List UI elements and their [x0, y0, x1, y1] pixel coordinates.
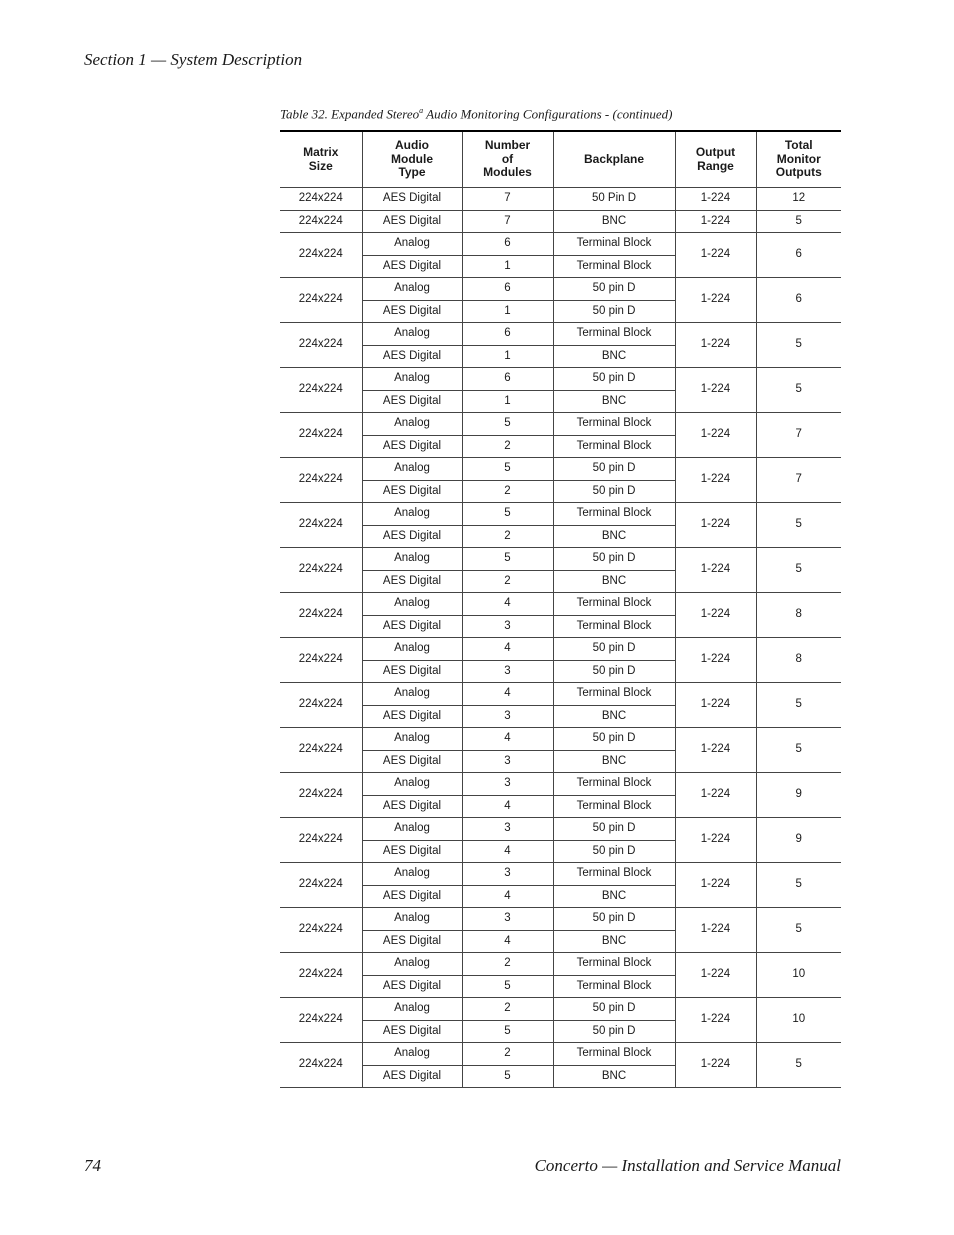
matrix-size-cell: 224x224 — [280, 323, 362, 368]
page-number: 74 — [84, 1156, 101, 1175]
module-count-cell: 4 — [462, 593, 553, 616]
module-count-cell: 6 — [462, 368, 553, 391]
total-outputs-cell: 10 — [756, 953, 841, 998]
backplane-cell: Terminal Block — [553, 233, 675, 256]
module-count-cell: 3 — [462, 750, 553, 773]
backplane-cell: Terminal Block — [553, 615, 675, 638]
output-range-cell: 1-224 — [675, 210, 756, 233]
backplane-cell: 50 pin D — [553, 998, 675, 1021]
total-outputs-cell: 5 — [756, 548, 841, 593]
module-count-cell: 1 — [462, 300, 553, 323]
module-count-cell: 5 — [462, 413, 553, 436]
module-count-cell: 2 — [462, 998, 553, 1021]
table-row — [280, 773, 841, 796]
section-header: Section 1 — System Description — [84, 50, 303, 69]
header-output-range: Output Range — [675, 131, 756, 188]
backplane-cell: Terminal Block — [553, 863, 675, 886]
module-type-cell: Analog — [362, 863, 462, 886]
module-type-cell: AES Digital — [362, 930, 462, 953]
module-type-cell: Analog — [362, 368, 462, 391]
matrix-size-cell: 224x224 — [280, 638, 362, 683]
module-count-cell: 4 — [462, 638, 553, 661]
module-count-cell: 1 — [462, 345, 553, 368]
table-row — [280, 1043, 841, 1066]
output-range-cell: 1-224 — [675, 728, 756, 773]
module-count-cell: 7 — [462, 188, 553, 211]
module-type-cell: AES Digital — [362, 210, 462, 233]
matrix-size-cell: 224x224 — [280, 278, 362, 323]
total-outputs-cell: 5 — [756, 728, 841, 773]
backplane-cell: 50 pin D — [553, 638, 675, 661]
module-type-cell: Analog — [362, 233, 462, 256]
matrix-size-cell: 224x224 — [280, 503, 362, 548]
module-type-cell: Analog — [362, 1043, 462, 1066]
backplane-cell: Terminal Block — [553, 593, 675, 616]
total-outputs-cell: 7 — [756, 458, 841, 503]
matrix-size-cell: 224x224 — [280, 908, 362, 953]
total-outputs-cell: 8 — [756, 638, 841, 683]
module-count-cell: 1 — [462, 390, 553, 413]
module-type-cell: AES Digital — [362, 255, 462, 278]
module-count-cell: 4 — [462, 885, 553, 908]
module-type-cell: AES Digital — [362, 705, 462, 728]
backplane-cell: 50 pin D — [553, 300, 675, 323]
module-count-cell: 4 — [462, 728, 553, 751]
backplane-cell: Terminal Block — [553, 413, 675, 436]
module-count-cell: 3 — [462, 773, 553, 796]
footer-manual-title: Concerto — Installation and Service Manual — [534, 1156, 841, 1175]
matrix-size-cell: 224x224 — [280, 548, 362, 593]
module-count-cell: 4 — [462, 683, 553, 706]
table-body — [280, 188, 841, 1088]
backplane-cell: Terminal Block — [553, 975, 675, 998]
backplane-cell: BNC — [553, 705, 675, 728]
module-type-cell: AES Digital — [362, 795, 462, 818]
module-type-cell: AES Digital — [362, 840, 462, 863]
table-row — [280, 278, 841, 301]
backplane-cell: Terminal Block — [553, 503, 675, 526]
module-type-cell: Analog — [362, 503, 462, 526]
matrix-size-cell: 224x224 — [280, 998, 362, 1043]
output-range-cell: 1-224 — [675, 233, 756, 278]
output-range-cell: 1-224 — [675, 863, 756, 908]
module-count-cell: 5 — [462, 975, 553, 998]
backplane-cell: BNC — [553, 750, 675, 773]
backplane-cell: 50 pin D — [553, 818, 675, 841]
backplane-cell: Terminal Block — [553, 683, 675, 706]
matrix-size-cell: 224x224 — [280, 458, 362, 503]
module-count-cell: 1 — [462, 255, 553, 278]
output-range-cell: 1-224 — [675, 953, 756, 998]
backplane-cell: Terminal Block — [553, 435, 675, 458]
backplane-cell: 50 pin D — [553, 840, 675, 863]
total-outputs-cell: 10 — [756, 998, 841, 1043]
module-count-cell: 4 — [462, 795, 553, 818]
matrix-size-cell: 224x224 — [280, 233, 362, 278]
table-row — [280, 210, 841, 233]
total-outputs-cell: 9 — [756, 818, 841, 863]
module-type-cell: Analog — [362, 593, 462, 616]
caption-footnote-marker: a — [419, 106, 424, 115]
header-matrix-size: Matrix Size — [280, 131, 362, 188]
caption-prefix: Table 32. Expanded Stereo — [280, 106, 420, 122]
backplane-cell: 50 pin D — [553, 278, 675, 301]
module-count-cell: 6 — [462, 233, 553, 256]
module-count-cell: 3 — [462, 863, 553, 886]
output-range-cell: 1-224 — [675, 773, 756, 818]
module-type-cell: Analog — [362, 413, 462, 436]
backplane-cell: BNC — [553, 525, 675, 548]
table-row — [280, 593, 841, 616]
backplane-cell: 50 pin D — [553, 728, 675, 751]
backplane-cell: 50 pin D — [553, 908, 675, 931]
output-range-cell: 1-224 — [675, 188, 756, 211]
module-type-cell: AES Digital — [362, 525, 462, 548]
matrix-size-cell: 224x224 — [280, 863, 362, 908]
output-range-cell: 1-224 — [675, 413, 756, 458]
module-type-cell: Analog — [362, 773, 462, 796]
output-range-cell: 1-224 — [675, 323, 756, 368]
table-caption — [280, 106, 672, 122]
audio-monitoring-table — [280, 130, 841, 1088]
module-type-cell: Analog — [362, 548, 462, 571]
backplane-cell: 50 pin D — [553, 660, 675, 683]
table-row — [280, 908, 841, 931]
module-type-cell: AES Digital — [362, 1020, 462, 1043]
module-type-cell: Analog — [362, 323, 462, 346]
matrix-size-cell: 224x224 — [280, 210, 362, 233]
output-range-cell: 1-224 — [675, 683, 756, 728]
table-row — [280, 458, 841, 481]
module-count-cell: 5 — [462, 503, 553, 526]
total-outputs-cell: 5 — [756, 368, 841, 413]
table-row — [280, 233, 841, 256]
module-type-cell: Analog — [362, 728, 462, 751]
total-outputs-cell: 5 — [756, 210, 841, 233]
backplane-cell: 50 Pin D — [553, 188, 675, 211]
table-row — [280, 818, 841, 841]
module-type-cell: AES Digital — [362, 615, 462, 638]
backplane-cell: BNC — [553, 570, 675, 593]
output-range-cell: 1-224 — [675, 503, 756, 548]
backplane-cell: Terminal Block — [553, 773, 675, 796]
backplane-cell: BNC — [553, 1065, 675, 1088]
table-row — [280, 683, 841, 706]
module-type-cell: AES Digital — [362, 570, 462, 593]
module-count-cell: 2 — [462, 953, 553, 976]
backplane-cell: 50 pin D — [553, 458, 675, 481]
module-count-cell: 3 — [462, 615, 553, 638]
output-range-cell: 1-224 — [675, 818, 756, 863]
output-range-cell: 1-224 — [675, 908, 756, 953]
backplane-cell: BNC — [553, 930, 675, 953]
output-range-cell: 1-224 — [675, 368, 756, 413]
table-row — [280, 953, 841, 976]
module-type-cell: Analog — [362, 278, 462, 301]
module-type-cell: AES Digital — [362, 660, 462, 683]
module-type-cell: Analog — [362, 638, 462, 661]
output-range-cell: 1-224 — [675, 638, 756, 683]
backplane-cell: BNC — [553, 345, 675, 368]
module-type-cell: Analog — [362, 818, 462, 841]
module-count-cell: 6 — [462, 278, 553, 301]
backplane-cell: BNC — [553, 210, 675, 233]
table-row — [280, 728, 841, 751]
backplane-cell: 50 pin D — [553, 480, 675, 503]
backplane-cell: BNC — [553, 390, 675, 413]
module-count-cell: 2 — [462, 435, 553, 458]
module-count-cell: 6 — [462, 323, 553, 346]
module-type-cell: AES Digital — [362, 345, 462, 368]
total-outputs-cell: 8 — [756, 593, 841, 638]
total-outputs-cell: 5 — [756, 683, 841, 728]
module-count-cell: 7 — [462, 210, 553, 233]
matrix-size-cell: 224x224 — [280, 683, 362, 728]
total-outputs-cell: 7 — [756, 413, 841, 458]
table-row — [280, 323, 841, 346]
module-type-cell: Analog — [362, 998, 462, 1021]
header-number-of-modules: Number of Modules — [462, 131, 553, 188]
matrix-size-cell: 224x224 — [280, 953, 362, 998]
backplane-cell: 50 pin D — [553, 548, 675, 571]
module-type-cell: AES Digital — [362, 188, 462, 211]
module-count-cell: 5 — [462, 1065, 553, 1088]
table-row — [280, 638, 841, 661]
matrix-size-cell: 224x224 — [280, 188, 362, 211]
total-outputs-cell: 12 — [756, 188, 841, 211]
header-audio-module-type: Audio Module Type — [362, 131, 462, 188]
module-type-cell: AES Digital — [362, 435, 462, 458]
module-count-cell: 5 — [462, 548, 553, 571]
module-type-cell: AES Digital — [362, 480, 462, 503]
backplane-cell: Terminal Block — [553, 795, 675, 818]
header-backplane: Backplane — [553, 131, 675, 188]
total-outputs-cell: 5 — [756, 908, 841, 953]
matrix-size-cell: 224x224 — [280, 413, 362, 458]
backplane-cell: Terminal Block — [553, 323, 675, 346]
total-outputs-cell: 6 — [756, 233, 841, 278]
output-range-cell: 1-224 — [675, 998, 756, 1043]
output-range-cell: 1-224 — [675, 458, 756, 503]
module-count-cell: 4 — [462, 840, 553, 863]
module-count-cell: 3 — [462, 660, 553, 683]
header-total-monitor-outputs: Total Monitor Outputs — [756, 131, 841, 188]
matrix-size-cell: 224x224 — [280, 1043, 362, 1088]
module-count-cell: 4 — [462, 930, 553, 953]
total-outputs-cell: 9 — [756, 773, 841, 818]
module-type-cell: AES Digital — [362, 300, 462, 323]
module-count-cell: 2 — [462, 525, 553, 548]
module-count-cell: 3 — [462, 818, 553, 841]
output-range-cell: 1-224 — [675, 593, 756, 638]
total-outputs-cell: 6 — [756, 278, 841, 323]
total-outputs-cell: 5 — [756, 1043, 841, 1088]
module-type-cell: Analog — [362, 908, 462, 931]
module-count-cell: 5 — [462, 458, 553, 481]
table-row — [280, 998, 841, 1021]
module-type-cell: AES Digital — [362, 975, 462, 998]
matrix-size-cell: 224x224 — [280, 728, 362, 773]
output-range-cell: 1-224 — [675, 1043, 756, 1088]
backplane-cell: Terminal Block — [553, 953, 675, 976]
total-outputs-cell: 5 — [756, 863, 841, 908]
table-row — [280, 413, 841, 436]
module-type-cell: Analog — [362, 953, 462, 976]
backplane-cell: Terminal Block — [553, 1043, 675, 1066]
module-count-cell: 3 — [462, 705, 553, 728]
table-row — [280, 503, 841, 526]
matrix-size-cell: 224x224 — [280, 368, 362, 413]
matrix-size-cell: 224x224 — [280, 773, 362, 818]
total-outputs-cell: 5 — [756, 503, 841, 548]
table-row — [280, 863, 841, 886]
backplane-cell: 50 pin D — [553, 368, 675, 391]
module-count-cell: 2 — [462, 570, 553, 593]
caption-suffix: Audio Monitoring Configurations - (continued) — [423, 106, 673, 122]
module-count-cell: 2 — [462, 1043, 553, 1066]
matrix-size-cell: 224x224 — [280, 593, 362, 638]
table-row — [280, 188, 841, 211]
module-type-cell: Analog — [362, 458, 462, 481]
module-type-cell: AES Digital — [362, 1065, 462, 1088]
module-type-cell: AES Digital — [362, 390, 462, 413]
module-count-cell: 5 — [462, 1020, 553, 1043]
output-range-cell: 1-224 — [675, 548, 756, 593]
total-outputs-cell: 5 — [756, 323, 841, 368]
backplane-cell: Terminal Block — [553, 255, 675, 278]
module-type-cell: Analog — [362, 683, 462, 706]
output-range-cell: 1-224 — [675, 278, 756, 323]
table-row — [280, 548, 841, 571]
table-row — [280, 368, 841, 391]
table-header-row — [280, 131, 841, 188]
module-count-cell: 2 — [462, 480, 553, 503]
module-type-cell: AES Digital — [362, 750, 462, 773]
matrix-size-cell: 224x224 — [280, 818, 362, 863]
backplane-cell: 50 pin D — [553, 1020, 675, 1043]
module-type-cell: AES Digital — [362, 885, 462, 908]
module-count-cell: 3 — [462, 908, 553, 931]
backplane-cell: BNC — [553, 885, 675, 908]
